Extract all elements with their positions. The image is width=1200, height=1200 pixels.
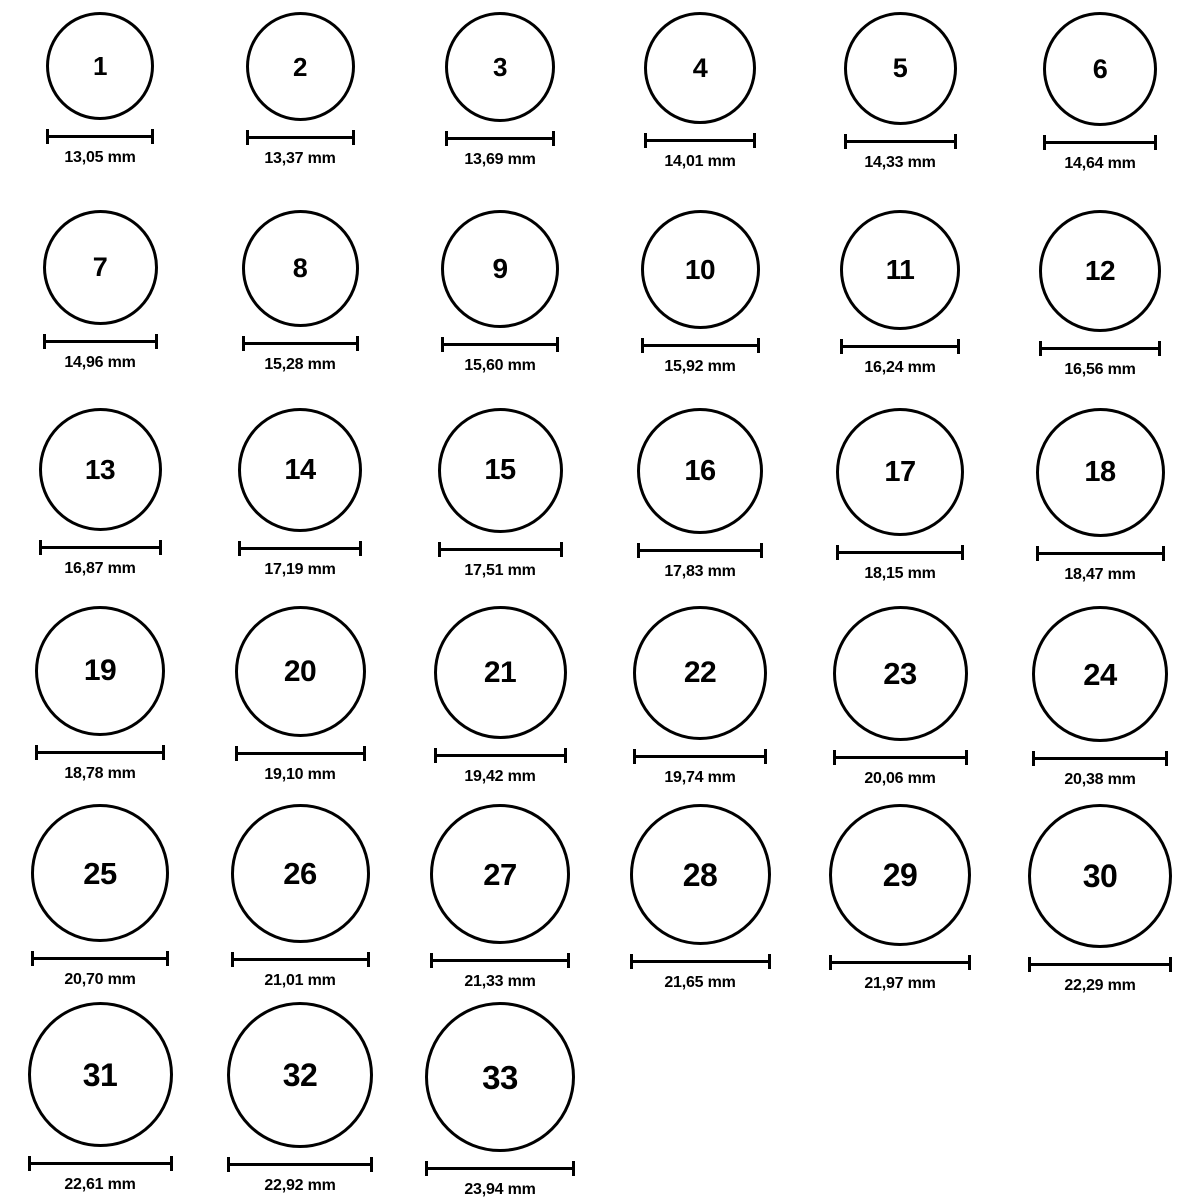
- measure-tick-right: [961, 545, 964, 560]
- diameter-label: 14,64 mm: [1064, 155, 1136, 172]
- ring-size-number: 5: [892, 53, 908, 83]
- measure-line: [637, 549, 763, 552]
- ring-size-number: 19: [83, 654, 117, 687]
- measure-tick-right: [370, 1157, 373, 1172]
- measure-line: [438, 548, 563, 551]
- diameter-label: 13,69 mm: [464, 151, 536, 168]
- ring-size-cell: [400, 12, 600, 210]
- ring-size-number: 30: [1082, 858, 1118, 894]
- measure-line: [43, 340, 158, 343]
- ring-circle: [630, 804, 771, 945]
- diameter-label: 22,29 mm: [1064, 977, 1136, 994]
- measure-line: [28, 1162, 173, 1165]
- ring-size-cell: [200, 804, 400, 1002]
- ring-size-cell: [1000, 12, 1200, 210]
- measure-tick-right: [356, 336, 359, 351]
- measure-tick-left: [246, 130, 249, 145]
- measure-tick-left: [434, 748, 437, 763]
- measure-tick-left: [844, 134, 847, 149]
- ring-circle: [1032, 606, 1168, 742]
- measure-line: [238, 547, 362, 550]
- measure-tick-left: [630, 954, 633, 969]
- diameter-measure-bar: [238, 541, 362, 555]
- diameter-label: 22,92 mm: [264, 1177, 336, 1194]
- ring-circle: [844, 12, 957, 125]
- ring-size-cell: [400, 606, 600, 804]
- diameter-measure-bar: [829, 955, 971, 969]
- ring-size-number: 14: [284, 453, 316, 486]
- measure-line: [833, 756, 968, 759]
- ring-size-number: 4: [692, 52, 708, 83]
- diameter-measure-bar: [246, 130, 355, 144]
- diameter-label: 15,28 mm: [264, 356, 336, 373]
- diameter-measure-bar: [46, 129, 154, 143]
- diameter-label: 18,15 mm: [864, 565, 936, 582]
- ring-circle: [35, 606, 165, 736]
- ring-circle: [434, 606, 567, 739]
- measure-line: [829, 961, 971, 964]
- ring-size-number: 10: [684, 253, 716, 285]
- diameter-measure-bar: [35, 745, 165, 759]
- diameter-measure-bar: [1036, 546, 1165, 560]
- measure-line: [430, 959, 570, 962]
- ring-circle: [441, 210, 559, 328]
- diameter-measure-bar: [441, 337, 559, 351]
- measure-tick-left: [35, 745, 38, 760]
- ring-size-number: 22: [683, 656, 717, 689]
- ring-size-cell: [800, 210, 1000, 408]
- ring-size-number: 7: [92, 252, 108, 282]
- ring-circle: [644, 12, 756, 124]
- measure-tick-right: [760, 543, 763, 558]
- diameter-measure-bar: [844, 134, 957, 148]
- ring-circle: [438, 408, 563, 533]
- ring-size-number: 9: [492, 253, 508, 284]
- ring-size-number: 29: [882, 857, 918, 893]
- ring-circle: [43, 210, 158, 325]
- measure-tick-right: [957, 339, 960, 354]
- measure-line: [35, 751, 165, 754]
- diameter-label: 19,42 mm: [464, 768, 536, 785]
- measure-line: [633, 755, 767, 758]
- measure-line: [445, 137, 555, 140]
- ring-size-cell: [1000, 606, 1200, 804]
- diameter-label: 17,51 mm: [464, 562, 536, 579]
- measure-tick-left: [1028, 957, 1031, 972]
- diameter-label: 18,78 mm: [64, 765, 136, 782]
- ring-circle: [637, 408, 763, 534]
- diameter-measure-bar: [1028, 957, 1172, 971]
- measure-tick-right: [954, 134, 957, 149]
- diameter-measure-bar: [836, 545, 964, 559]
- diameter-measure-bar: [227, 1157, 373, 1171]
- measure-tick-left: [235, 746, 238, 761]
- measure-tick-right: [560, 542, 563, 557]
- ring-circle: [1028, 804, 1172, 948]
- ring-circle: [633, 606, 767, 740]
- diameter-label: 19,10 mm: [264, 766, 336, 783]
- measure-tick-right: [965, 750, 968, 765]
- ring-size-cell: [400, 210, 600, 408]
- ring-size-cell: [1000, 804, 1200, 1002]
- diameter-measure-bar: [31, 951, 169, 965]
- ring-size-cell: [0, 210, 200, 408]
- ring-circle: [231, 804, 370, 943]
- diameter-measure-bar: [434, 748, 567, 762]
- measure-tick-right: [1169, 957, 1172, 972]
- ring-circle: [641, 210, 760, 329]
- measure-tick-right: [1158, 341, 1161, 356]
- ring-size-number: 13: [84, 453, 116, 485]
- ring-size-cell: [0, 12, 200, 210]
- diameter-measure-bar: [430, 953, 570, 967]
- measure-tick-left: [829, 955, 832, 970]
- diameter-measure-bar: [231, 952, 370, 966]
- ring-size-number: 26: [283, 856, 317, 891]
- ring-circle: [836, 408, 964, 536]
- ring-size-number: 31: [82, 1056, 118, 1093]
- ring-circle: [246, 12, 355, 121]
- measure-tick-left: [231, 952, 234, 967]
- diameter-label: 16,24 mm: [864, 359, 936, 376]
- measure-line: [1039, 347, 1161, 350]
- measure-tick-left: [238, 541, 241, 556]
- measure-tick-left: [641, 338, 644, 353]
- ring-circle: [238, 408, 362, 532]
- ring-circle: [39, 408, 162, 531]
- measure-line: [441, 343, 559, 346]
- measure-line: [641, 344, 760, 347]
- ring-size-number: 18: [1084, 456, 1116, 488]
- ring-size-cell: [600, 804, 800, 1002]
- ring-size-number: 6: [1092, 53, 1108, 84]
- diameter-measure-bar: [840, 339, 960, 353]
- ring-circle: [28, 1002, 173, 1147]
- measure-line: [844, 140, 957, 143]
- ring-size-cell: [0, 408, 200, 606]
- diameter-measure-bar: [1039, 341, 1161, 355]
- diameter-label: 21,97 mm: [864, 975, 936, 992]
- ring-size-cell: [800, 606, 1000, 804]
- measure-line: [840, 345, 960, 348]
- ring-size-cell: [600, 12, 800, 210]
- measure-line: [46, 135, 154, 138]
- ring-circle: [235, 606, 366, 737]
- measure-tick-left: [438, 542, 441, 557]
- diameter-measure-bar: [1043, 135, 1157, 149]
- ring-size-cell: [800, 804, 1000, 1002]
- diameter-measure-bar: [43, 334, 158, 348]
- ring-size-number: 33: [482, 1058, 518, 1096]
- measure-line: [235, 752, 366, 755]
- measure-tick-left: [840, 339, 843, 354]
- measure-tick-right: [155, 334, 158, 349]
- measure-tick-right: [768, 954, 771, 969]
- measure-tick-left: [31, 951, 34, 966]
- diameter-label: 20,38 mm: [1064, 771, 1136, 788]
- measure-tick-right: [564, 748, 567, 763]
- measure-tick-left: [227, 1157, 230, 1172]
- diameter-measure-bar: [39, 540, 162, 554]
- ring-size-cell: [600, 606, 800, 804]
- measure-tick-right: [159, 540, 162, 555]
- measure-tick-left: [242, 336, 245, 351]
- ring-circle: [31, 804, 169, 942]
- measure-tick-right: [352, 130, 355, 145]
- ring-size-number: 23: [883, 656, 917, 691]
- ring-size-cell: [0, 606, 200, 804]
- ring-circle: [425, 1002, 575, 1152]
- measure-tick-left: [833, 750, 836, 765]
- measure-line: [1036, 552, 1165, 555]
- measure-tick-right: [567, 953, 570, 968]
- diameter-label: 16,87 mm: [64, 560, 136, 577]
- diameter-label: 15,60 mm: [464, 357, 536, 374]
- ring-circle: [840, 210, 960, 330]
- measure-tick-right: [556, 337, 559, 352]
- ring-circle: [227, 1002, 373, 1148]
- measure-line: [1043, 141, 1157, 144]
- ring-size-cell: [400, 1002, 600, 1200]
- measure-tick-left: [637, 543, 640, 558]
- ring-circle: [242, 210, 359, 327]
- ring-circle: [1036, 408, 1165, 537]
- ring-circle: [1039, 210, 1161, 332]
- ring-size-number: 25: [83, 855, 117, 891]
- measure-line: [836, 551, 964, 554]
- measure-tick-right: [757, 338, 760, 353]
- diameter-label: 21,01 mm: [264, 972, 336, 989]
- ring-size-number: 21: [483, 655, 517, 689]
- diameter-measure-bar: [833, 750, 968, 764]
- diameter-measure-bar: [644, 133, 756, 147]
- diameter-label: 17,19 mm: [264, 561, 336, 578]
- ring-size-cell: [0, 1002, 200, 1200]
- ring-size-number: 28: [682, 856, 718, 893]
- measure-tick-left: [633, 749, 636, 764]
- measure-tick-right: [764, 749, 767, 764]
- ring-size-cell: [600, 408, 800, 606]
- measure-tick-right: [552, 131, 555, 146]
- measure-tick-right: [367, 952, 370, 967]
- measure-tick-left: [836, 545, 839, 560]
- ring-size-cell: [200, 606, 400, 804]
- measure-line: [231, 958, 370, 961]
- ring-circle: [430, 804, 570, 944]
- measure-tick-left: [1043, 135, 1046, 150]
- measure-line: [1032, 757, 1168, 760]
- ring-size-cell: [400, 804, 600, 1002]
- measure-tick-right: [1165, 751, 1168, 766]
- ring-size-cell: [200, 210, 400, 408]
- ring-size-number: 8: [292, 253, 308, 283]
- ring-circle: [833, 606, 968, 741]
- measure-tick-left: [46, 129, 49, 144]
- measure-tick-right: [170, 1156, 173, 1171]
- ring-circle: [1043, 12, 1157, 126]
- diameter-label: 15,92 mm: [664, 358, 736, 375]
- ring-size-cell: [800, 12, 1000, 210]
- ring-size-number: 32: [282, 1057, 318, 1093]
- measure-tick-left: [39, 540, 42, 555]
- measure-tick-right: [162, 745, 165, 760]
- ring-size-number: 15: [484, 454, 516, 486]
- measure-line: [434, 754, 567, 757]
- diameter-label: 23,94 mm: [464, 1181, 536, 1198]
- diameter-label: 20,70 mm: [64, 971, 136, 988]
- measure-tick-left: [644, 133, 647, 148]
- measure-tick-right: [151, 129, 154, 144]
- diameter-label: 14,01 mm: [664, 153, 736, 170]
- diameter-measure-bar: [1032, 751, 1168, 765]
- measure-tick-right: [166, 951, 169, 966]
- measure-tick-right: [572, 1161, 575, 1176]
- diameter-measure-bar: [637, 543, 763, 557]
- measure-line: [39, 546, 162, 549]
- measure-tick-right: [363, 746, 366, 761]
- ring-size-number: 3: [493, 52, 507, 82]
- ring-size-number: 2: [293, 51, 307, 82]
- diameter-measure-bar: [630, 954, 771, 968]
- diameter-label: 16,56 mm: [1064, 361, 1136, 378]
- measure-line: [246, 136, 355, 139]
- ring-size-cell: [1000, 408, 1200, 606]
- measure-tick-left: [430, 953, 433, 968]
- diameter-label: 14,96 mm: [64, 354, 136, 371]
- measure-tick-right: [968, 955, 971, 970]
- measure-line: [242, 342, 359, 345]
- measure-line: [425, 1167, 575, 1170]
- ring-size-cell: [1000, 210, 1200, 408]
- diameter-label: 21,65 mm: [664, 974, 736, 991]
- measure-tick-left: [43, 334, 46, 349]
- measure-tick-right: [753, 133, 756, 148]
- measure-tick-left: [441, 337, 444, 352]
- diameter-label: 21,33 mm: [464, 973, 536, 990]
- measure-line: [644, 139, 756, 142]
- ring-size-number: 27: [483, 856, 517, 892]
- measure-tick-left: [1032, 751, 1035, 766]
- ring-size-cell: [400, 408, 600, 606]
- diameter-label: 19,74 mm: [664, 769, 736, 786]
- ring-size-number: 24: [1083, 656, 1117, 692]
- diameter-measure-bar: [28, 1156, 173, 1170]
- ring-size-cell: [200, 12, 400, 210]
- measure-tick-right: [359, 541, 362, 556]
- ring-circle: [46, 12, 154, 120]
- measure-line: [630, 960, 771, 963]
- diameter-label: 14,33 mm: [864, 154, 936, 171]
- diameter-measure-bar: [633, 749, 767, 763]
- diameter-measure-bar: [438, 542, 563, 556]
- diameter-label: 18,47 mm: [1064, 566, 1136, 583]
- ring-size-cell: [200, 1002, 400, 1200]
- ring-size-number: 11: [885, 254, 915, 285]
- ring-size-cell: [600, 210, 800, 408]
- diameter-measure-bar: [425, 1161, 575, 1175]
- ring-circle: [445, 12, 555, 122]
- measure-line: [31, 957, 169, 960]
- diameter-label: 20,06 mm: [864, 770, 936, 787]
- diameter-measure-bar: [235, 746, 366, 760]
- measure-tick-left: [28, 1156, 31, 1171]
- ring-size-cell: [800, 408, 1000, 606]
- diameter-label: 13,05 mm: [64, 149, 136, 166]
- diameter-label: 22,61 mm: [64, 1176, 136, 1193]
- measure-line: [227, 1163, 373, 1166]
- diameter-measure-bar: [641, 338, 760, 352]
- measure-tick-left: [425, 1161, 428, 1176]
- diameter-label: 17,83 mm: [664, 563, 736, 580]
- ring-size-number: 1: [93, 51, 107, 81]
- ring-size-number: 20: [283, 654, 317, 688]
- ring-circle: [829, 804, 971, 946]
- measure-line: [1028, 963, 1172, 966]
- measure-tick-left: [1036, 546, 1039, 561]
- diameter-measure-bar: [242, 336, 359, 350]
- measure-tick-left: [1039, 341, 1042, 356]
- measure-tick-right: [1154, 135, 1157, 150]
- diameter-measure-bar: [445, 131, 555, 145]
- diameter-label: 13,37 mm: [264, 150, 336, 167]
- ring-size-cell: [200, 408, 400, 606]
- ring-size-number: 12: [1084, 255, 1116, 286]
- ring-size-number: 17: [884, 455, 916, 488]
- measure-tick-right: [1162, 546, 1165, 561]
- ring-size-cell: [0, 804, 200, 1002]
- ring-size-number: 16: [684, 454, 716, 487]
- measure-tick-left: [445, 131, 448, 146]
